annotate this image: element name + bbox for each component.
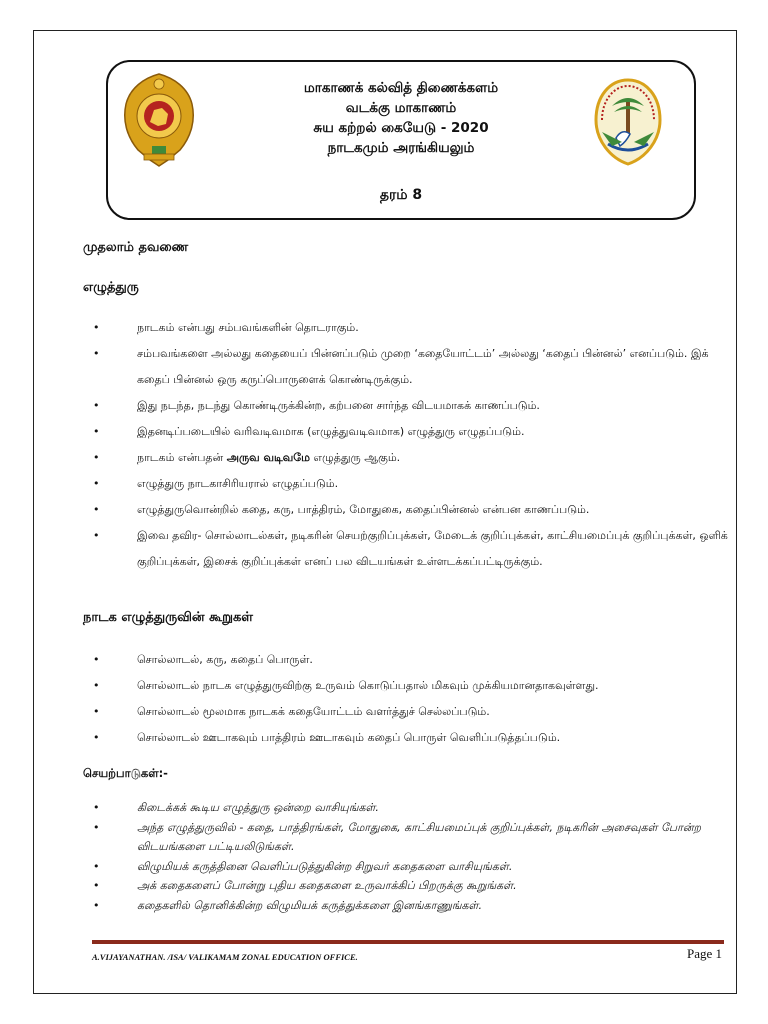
list-item: • நாடகம் என்பது சம்பவங்களின் தொடராகும். <box>83 315 733 341</box>
bullet-icon: • <box>93 705 100 718</box>
header-subject: நாடகமும் அரங்கியலும் <box>327 140 475 156</box>
bullet-icon: • <box>93 503 100 516</box>
elements-points-list <box>83 647 733 751</box>
list-item: • சொல்லாடல் நாடக எழுத்துருவிற்கு உருவம் கொடுப்பதால் மிகவும் முக்கியமானதாகவுள்ளது. <box>83 673 733 699</box>
bullet-icon: • <box>93 653 100 666</box>
list-item: • இவை தவிர- சொல்லாடல்கள், நடிகரின் செயற்குறிப்புக்கள், மேடைக் குறிப்புக்கள், காட்சியமைப்புக் குறிப்புக்கள், ஒளிக் குறிப்புக்கள், இசைக் குறிப்புக்கள் எனப் பல விடயங்கள் உள்ளடக்கப்பட்டிருக்கும். <box>83 523 733 575</box>
activities-list <box>83 798 733 915</box>
bullet-icon: • <box>93 820 100 834</box>
bullet-icon: • <box>93 477 100 490</box>
footer-author: A.VIJAYANATHAN. /ISA/ VALIKAMAM ZONAL EDUCATION OFFICE. <box>92 952 358 962</box>
activities-heading: செயற்பாடுகள்:- <box>83 766 168 780</box>
list-item: • சம்பவங்களை அல்லது கதையைப் பின்னப்படும் முறை ‘கதையோட்டம்’ அல்லது ‘கதைப் பின்னல்’ எனப்படும். இக் கதைப் பின்னல் ஒரு கருப்பொருளைக் கொண்டிருக்கும். <box>83 341 733 393</box>
term-heading: முதலாம் தவணை <box>83 240 189 255</box>
script-heading: எழுத்துரு <box>83 280 139 295</box>
list-item: • சொல்லாடல் மூலமாக நாடகக் கதையோட்டம் வளர்த்துச் செல்லப்படும். <box>83 699 733 725</box>
bullet-icon: • <box>93 679 100 692</box>
list-item: • எழுத்துருவொன்றில் கதை, கரு, பாத்திரம், மோதுகை, கதைப்பின்னல் என்பன காணப்படும். <box>83 497 733 523</box>
header-department: மாகாணக் கல்வித் திணைக்களம் <box>303 80 499 96</box>
page-number: Page 1 <box>686 946 722 961</box>
list-item: • சொல்லாடல், கரு, கதைப் பொருள். <box>83 647 733 673</box>
highlight-text: அருவ வடிவமே <box>226 451 310 464</box>
bullet-icon: • <box>93 425 100 438</box>
bullet-icon: • <box>93 801 100 814</box>
bullet-icon: • <box>93 451 100 464</box>
bullet-icon: • <box>93 879 100 892</box>
list-item: • அக் கதைகளைப் போன்று புதிய கதைகளை உருவாக்கிப் பிறருக்கு கூறுங்கள். <box>83 876 733 896</box>
bullet-icon: • <box>93 859 100 873</box>
header-grade: தரம் 8 <box>379 187 423 203</box>
bullet-icon: • <box>93 731 100 744</box>
list-item: • எழுத்துரு நாடகாசிரியரால் எழுதப்படும். <box>83 471 733 497</box>
provincial-emblem-icon <box>592 76 664 168</box>
header-province: வடக்கு மாகாணம் <box>345 100 457 116</box>
bullet-icon: • <box>93 321 100 334</box>
elements-heading: நாடக எழுத்துருவின் கூறுகள் <box>83 610 254 625</box>
list-item: • விழுமியக் கருத்தினை வெளிப்படுத்துகின்ற சிறுவர் கதைகளை வாசியுங்கள். <box>83 857 733 877</box>
list-item: • சொல்லாடல் ஊடாகவும் பாத்திரம் ஊடாகவும் கதைப் பொருள் வெளிப்படுத்தப்படும். <box>83 725 733 751</box>
bullet-icon: • <box>93 529 100 542</box>
list-item: • நாடகம் என்பதன் அருவ வடிவமே எழுத்துரு ஆகும். <box>83 445 733 471</box>
bullet-icon: • <box>93 399 100 412</box>
footer-rule <box>92 940 724 944</box>
national-emblem-icon <box>122 72 196 168</box>
list-item: • கதைகளில் தொனிக்கின்ற விழுமியக் கருத்துக்களை இனங்காணுங்கள். <box>83 896 733 916</box>
header-handbook: சுய கற்றல் கையேடு - 2020 <box>313 120 489 136</box>
list-item: • இதனடிப்படையில் வரிவடிவமாக (எழுத்துவடிவமாக) எழுத்துரு எழுதப்படும். <box>83 419 733 445</box>
list-item: • இது நடந்த, நடந்து கொண்டிருக்கின்ற, கற்பனை சார்ந்த விடயமாகக் காணப்படும். <box>83 393 733 419</box>
bullet-icon: • <box>93 898 100 912</box>
bullet-icon: • <box>93 347 100 360</box>
list-item: • கிடைக்கக் கூடிய எழுத்துரு ஒன்றை வாசியுங்கள். <box>83 798 733 818</box>
list-item: • அந்த எழுத்துருவில் - கதை, பாத்திரங்கள், மோதுகை, காட்சியமைப்புக் குறிப்புக்கள், நடிகரின் அசைவுகள் போன்ற விடயங்களை பட்டியலிடுங்கள். <box>83 818 733 857</box>
script-points-list <box>83 315 733 575</box>
